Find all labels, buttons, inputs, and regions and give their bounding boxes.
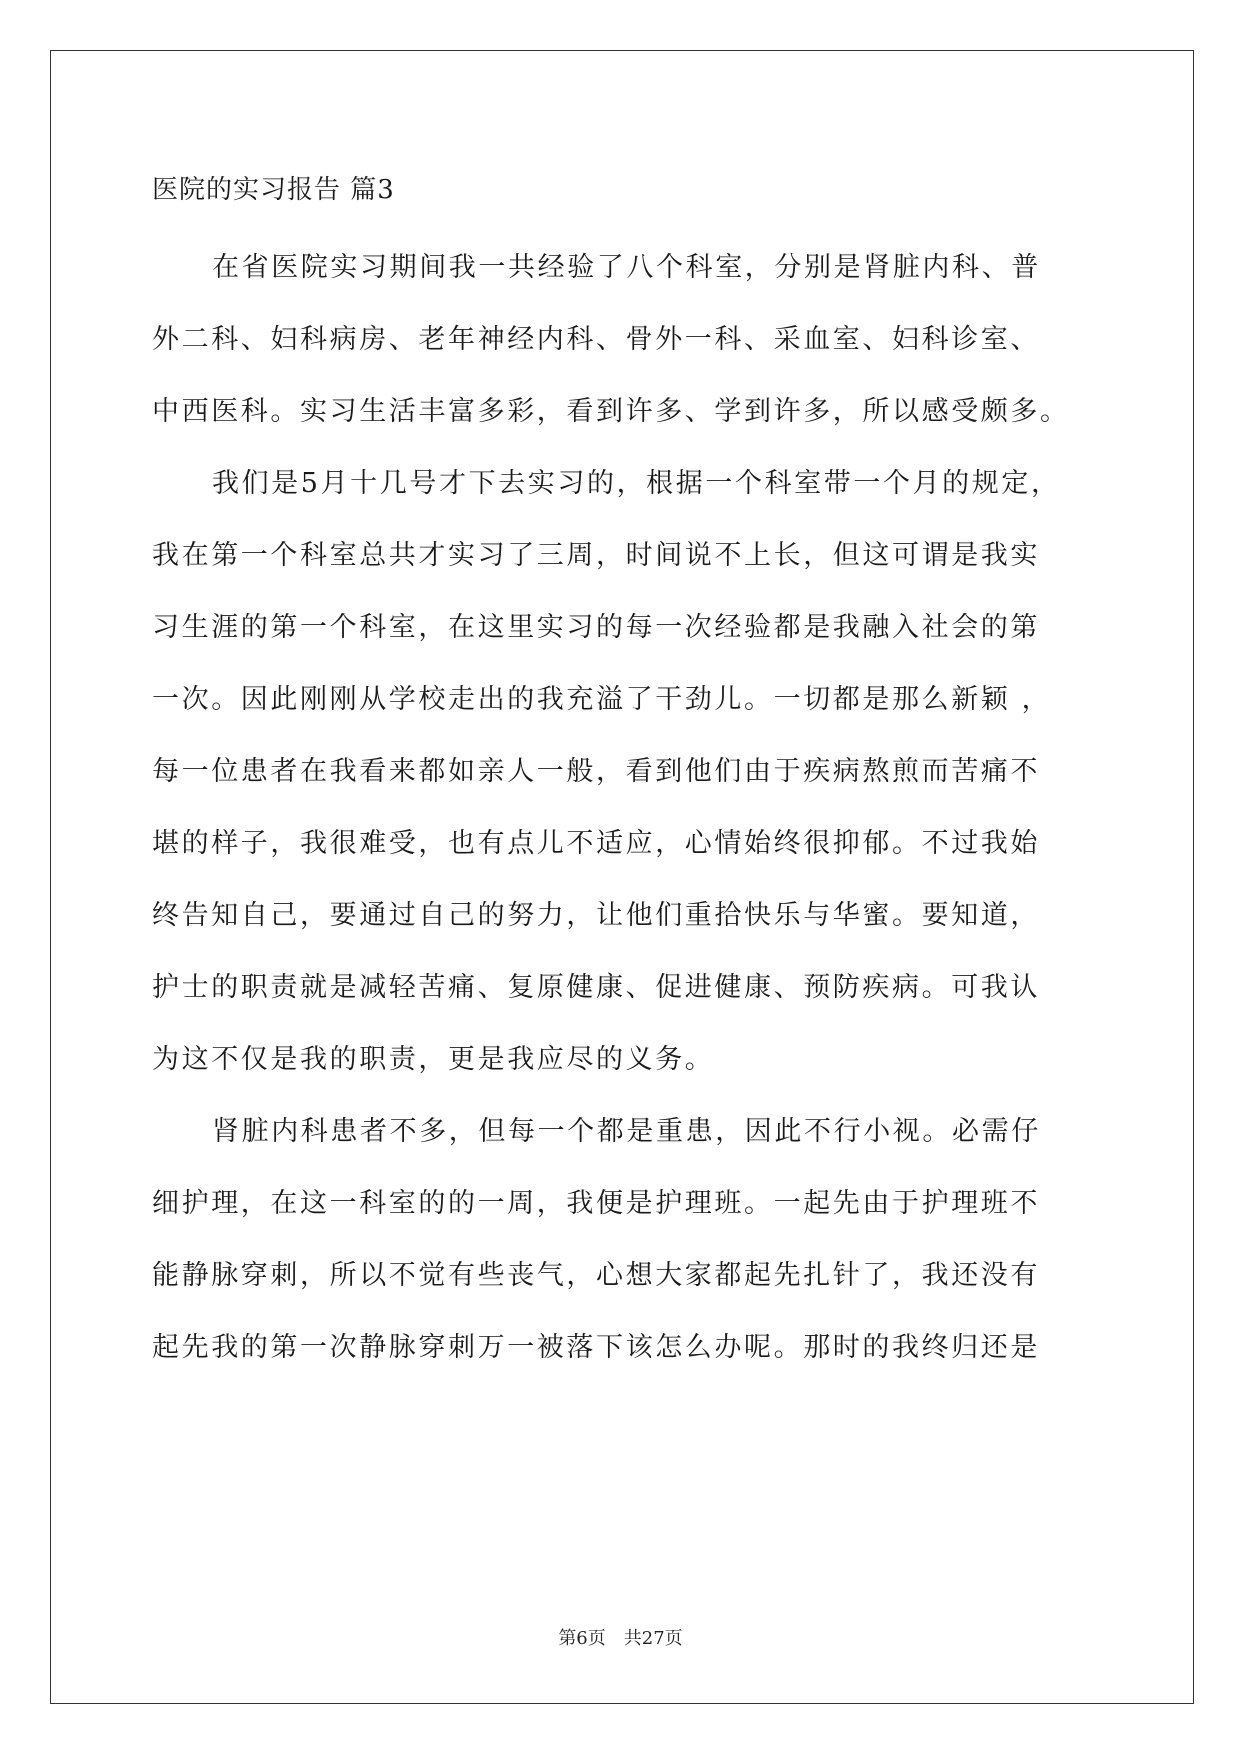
page-number-footer: 第6页 共27页 [558, 1628, 683, 1649]
paragraph-line: 起先我的第一次静脉穿刺万一被落下该怎么办呢。那时的我终归还是 [152, 1332, 1040, 1363]
paragraph-line: 外二科、妇科病房、老年神经内科、骨外一科、采血室、妇科诊室、 [152, 324, 1040, 355]
paragraph-line: 我在第一个科室总共才实习了三周，时间说不上长，但这可谓是我实 [152, 540, 1040, 571]
paragraph-line: 我们是5月十几号才下去实习的，根据一个科室带一个月的规定， [212, 468, 1061, 499]
paragraph-line: 一次。因此刚刚从学校走出的我充溢了干劲儿。一切都是那么新颖 ， [152, 684, 1052, 715]
paragraph-line: 在省医院实习期间我一共经验了八个科室，分别是肾脏内科、普 [212, 252, 1041, 283]
paragraph-line: 习生涯的第一个科室，在这里实习的每一次经验都是我融入社会的第 [152, 612, 1040, 643]
paragraph-line: 每一位患者在我看来都如亲人一般，看到他们由于疾病熬煎而苦痛不 [152, 756, 1040, 787]
paragraph-line: 为这不仅是我的职责，更是我应尽的义务。 [152, 1044, 715, 1075]
paragraph-line: 细护理，在这一科室的的一周，我便是护理班。一起先由于护理班不 [152, 1188, 1040, 1219]
document-body [152, 160, 1092, 1384]
paragraph-line: 肾脏内科患者不多，但每一个都是重患，因此不行小视。必需仔 [212, 1116, 1041, 1147]
paragraph-line: 堪的样子，我很难受，也有点儿不适应，心情始终很抑郁。不过我始 [152, 828, 1040, 859]
paragraph-line: 中西医科。实习生活丰富多彩，看到许多、学到许多，所以感受颇多。 [152, 396, 1070, 427]
document-title: 医院的实习报告 篇3 [152, 175, 395, 205]
paragraph-line: 护士的职责就是减轻苦痛、复原健康、促进健康、预防疾病。可我认 [152, 972, 1040, 1003]
paragraph-line: 终告知自己，要通过自己的努力，让他们重拾快乐与华蜜。要知道， [152, 900, 1040, 931]
paragraph-line: 能静脉穿刺，所以不觉有些丧气，心想大家都起先扎针了，我还没有 [152, 1260, 1040, 1291]
